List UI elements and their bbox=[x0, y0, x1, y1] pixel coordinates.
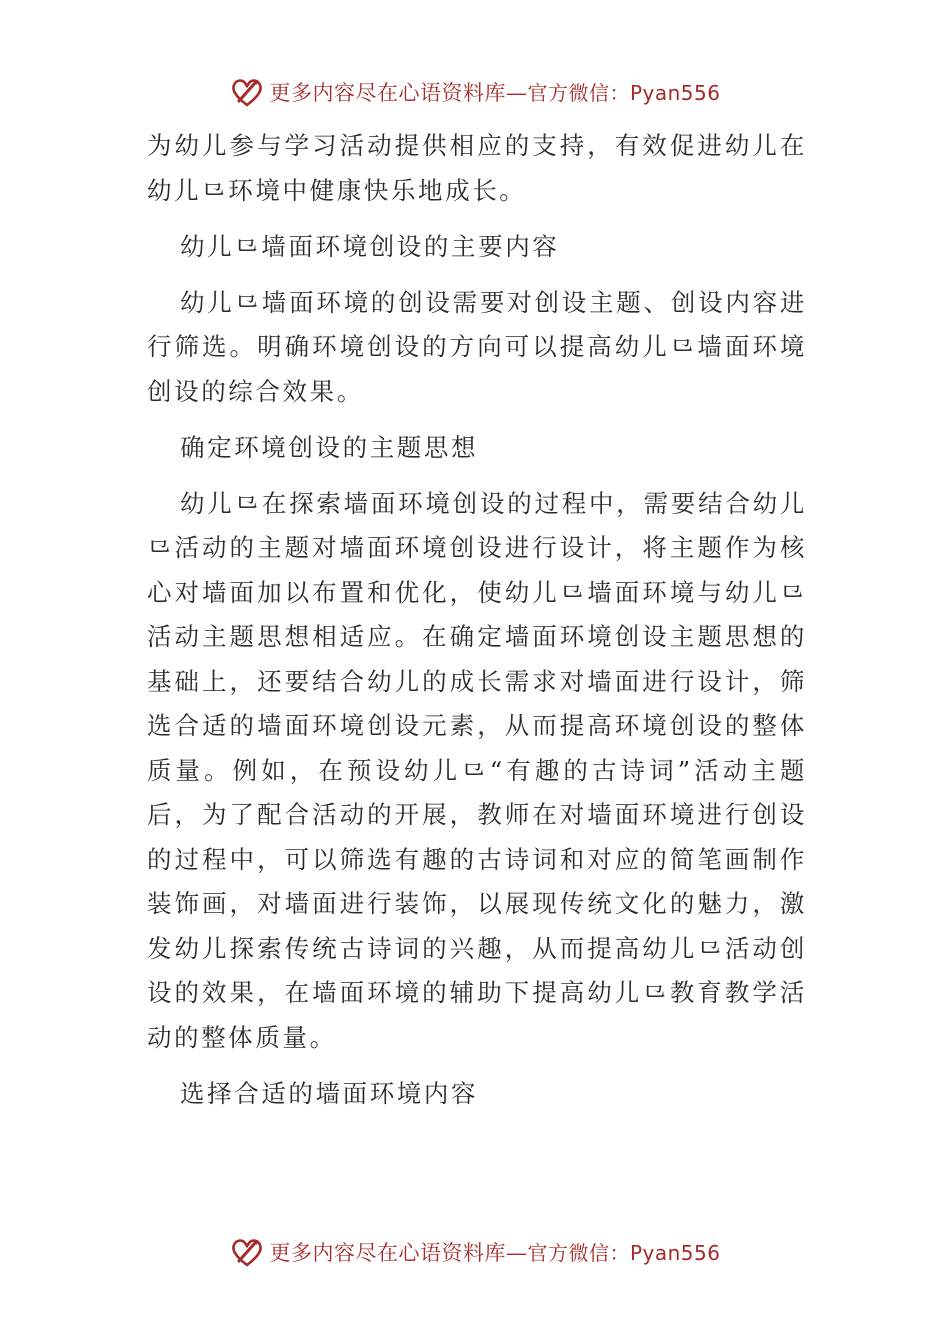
header-wechat: 官方微信：Pyan556 bbox=[527, 81, 721, 105]
header-text: 更多内容尽在心语资料库—官方微信：Pyan556 bbox=[269, 81, 721, 105]
footer-banner bbox=[0, 1232, 950, 1272]
header-banner bbox=[0, 72, 950, 112]
paragraph-3: 幼儿⺋在探索墙面环境创设的过程中，需要结合幼儿⺋活动的主题对墙面环境创设进行设计，将主题作为核心对墙面加以布置和优化，使幼儿⺋墙面环境与幼儿⺋活动主题思想相适应。在确定墙面环境创设主题思想的基础上，还要结合幼儿的成长需求对墙面进行设计，筛选合适的墙面环境创设元素，从而提高环境创设的整体质量。例如，在预设幼儿⺋“有趣的古诗词”活动主题后，为了配合活动的开展，教师在对墙面环境进行创设的过程中，可以筛选有趣的古诗词和对应的简笔画制作装饰画，对墙面进行装饰，以展现传统文化的魅力，激发幼儿探索传统古诗词的兴趣，从而提高幼儿⺋活动创设的效果，在墙面环境的辅助下提高幼儿⺋教育教学活动的整体质量。 bbox=[147, 488, 807, 1052]
footer-text: 更多内容尽在心语资料库—官方微信：Pyan556 bbox=[269, 1241, 721, 1265]
paragraph-2: 幼儿⺋墙面环境的创设需要对创设主题、创设内容进行筛选。明确环境创设的方向可以提高幼儿⺋墙面环境创设的综合效果。 bbox=[147, 287, 807, 406]
heart-pen-logo-icon bbox=[229, 74, 265, 110]
paragraph-1: 为幼儿参与学习活动提供相应的支持，有效促进幼儿在幼儿⺋环境中健康快乐地成长。 bbox=[147, 131, 807, 205]
section-heading-main-content: 幼儿⺋墙面环境创设的主要内容 bbox=[180, 231, 560, 261]
section-heading-wall-content: 选择合适的墙面环境内容 bbox=[180, 1078, 479, 1108]
section-heading-theme: 确定环境创设的主题思想 bbox=[180, 432, 479, 462]
heart-pen-logo-icon bbox=[229, 1234, 265, 1270]
footer-wechat: 官方微信：Pyan556 bbox=[527, 1241, 721, 1265]
document-body bbox=[147, 124, 807, 1128]
